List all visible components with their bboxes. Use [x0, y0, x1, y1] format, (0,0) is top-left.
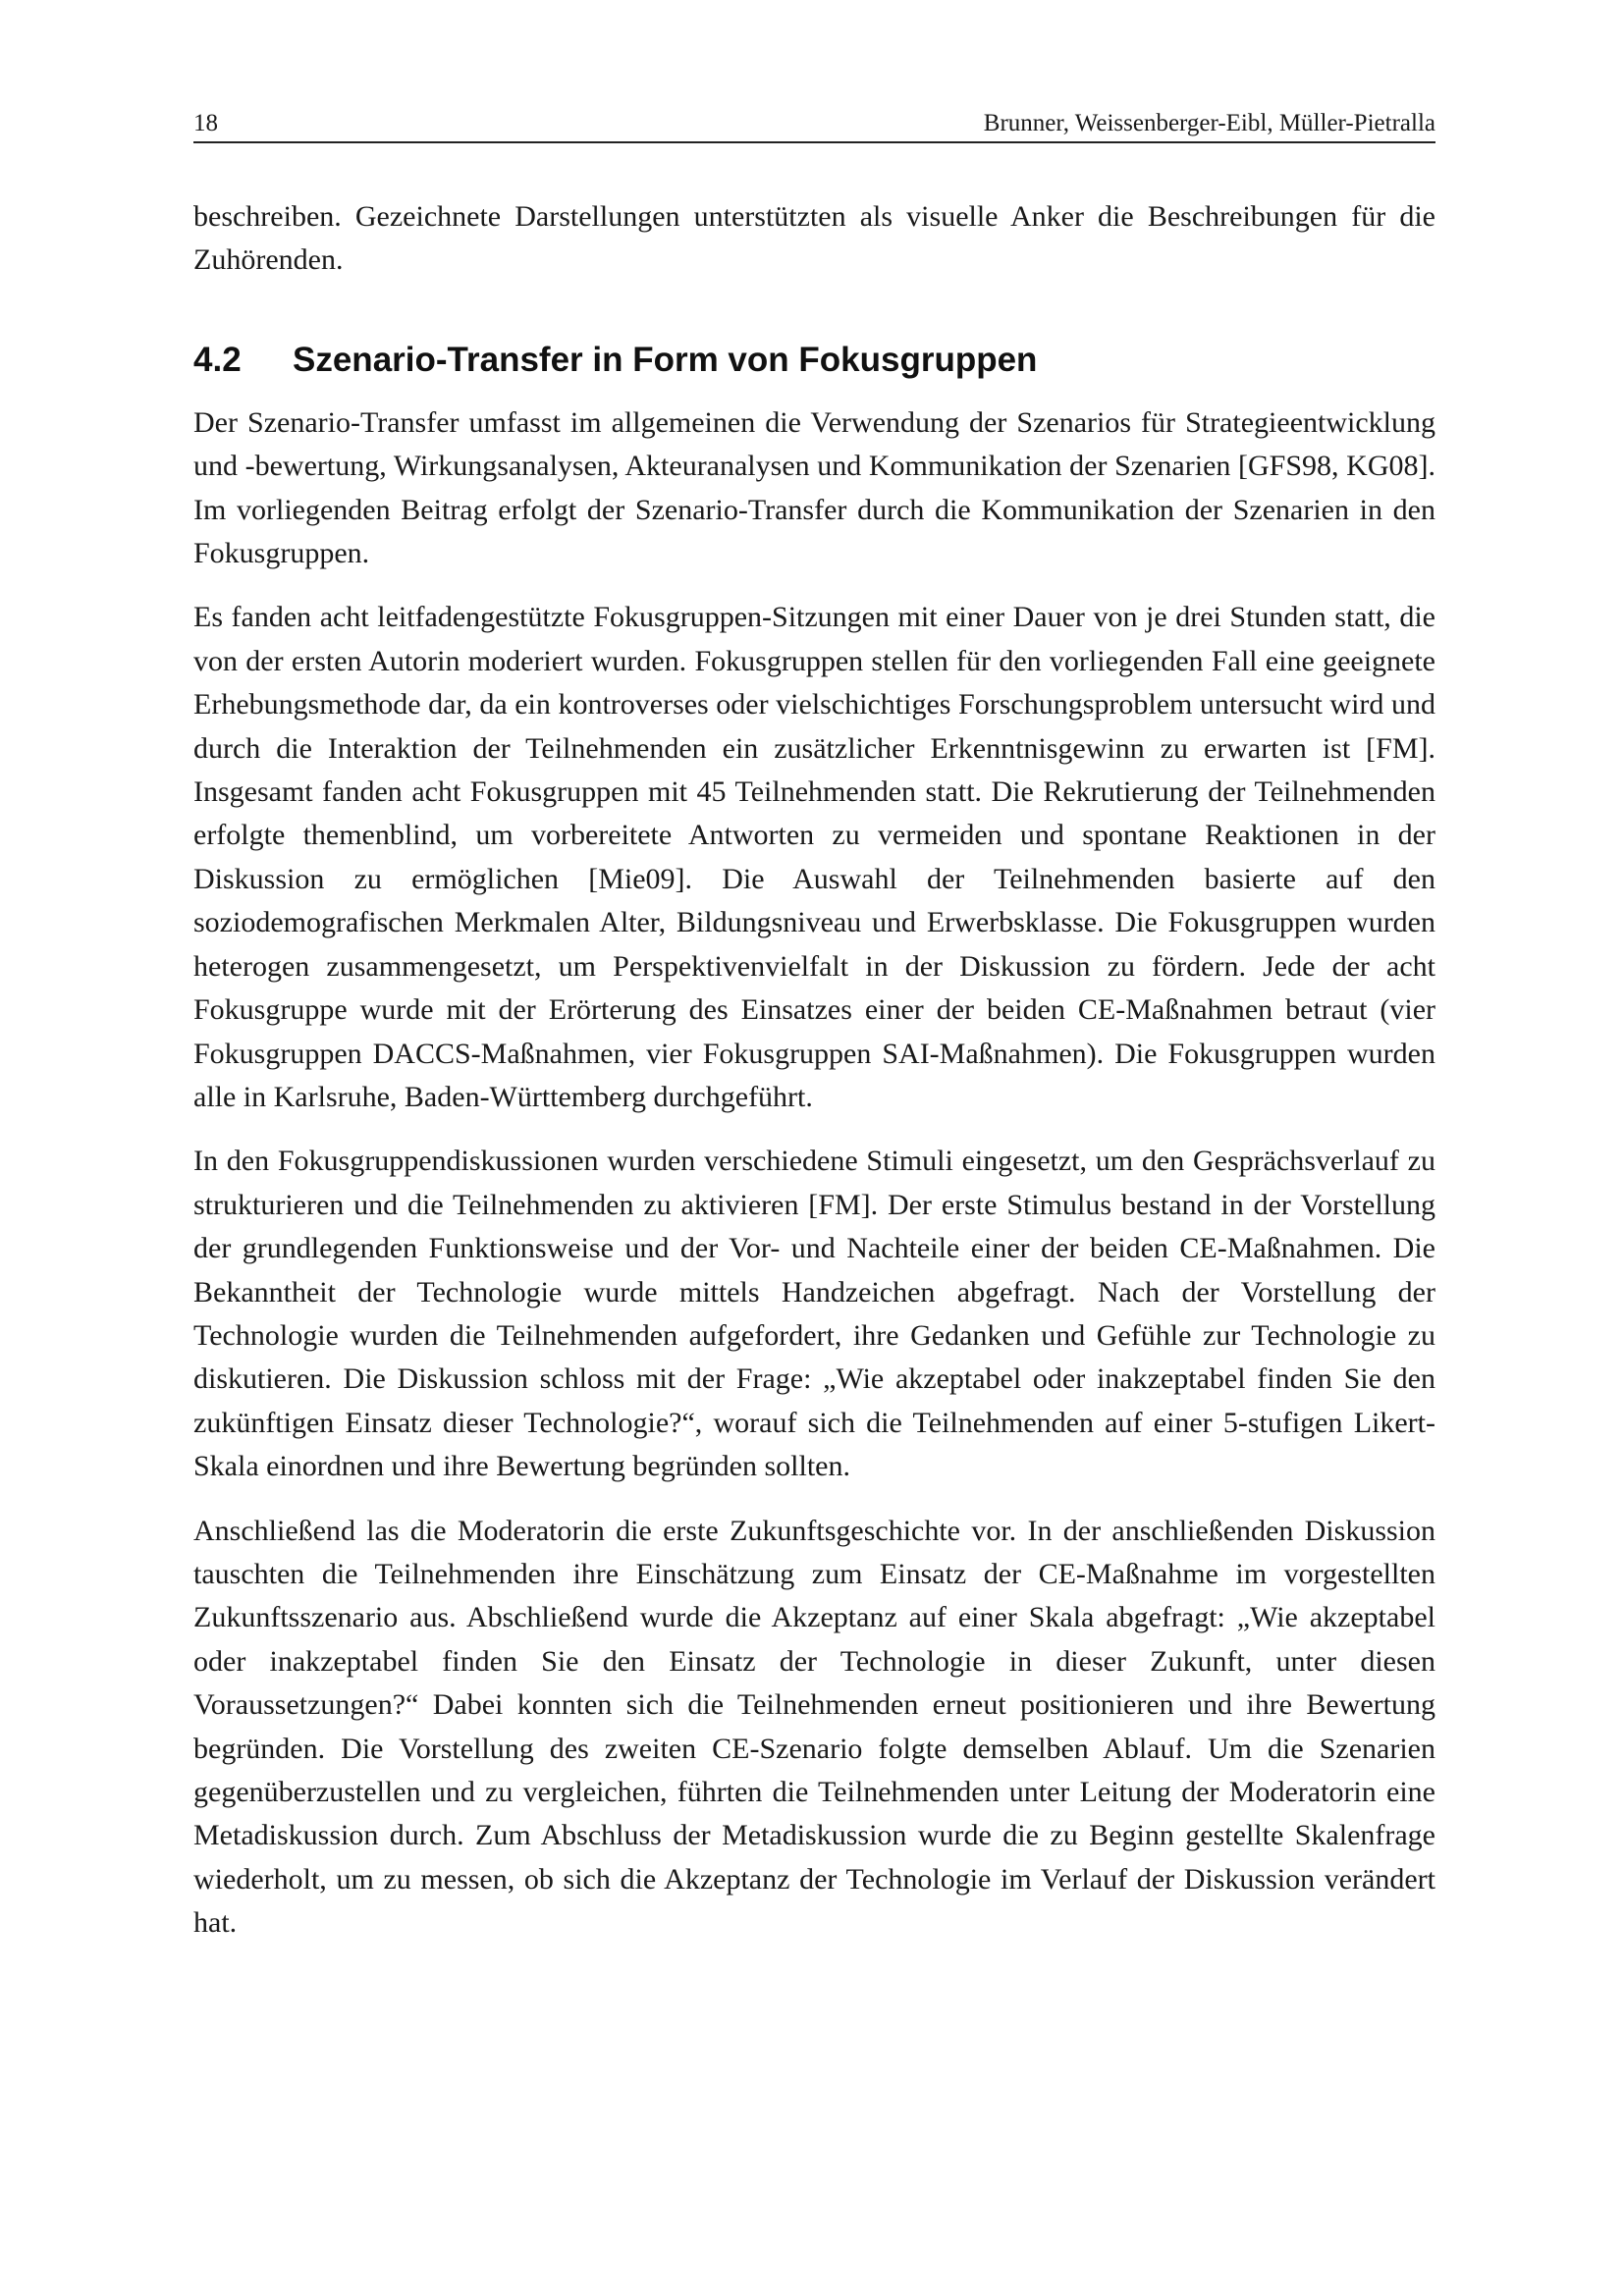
section-number: 4.2: [193, 340, 242, 379]
running-header-authors: Brunner, Weissenberger-Eibl, Müller-Pietralla: [983, 110, 1435, 136]
running-header: [193, 108, 1435, 143]
paragraph-focus-groups: Es fanden acht leitfadengestützte Fokusgruppen-Sitzungen mit einer Dauer von je drei Stunden statt, die von der ersten Autorin moderiert wurden. Fokusgruppen stellen für den vorliegenden Fall eine geeignete Erhebungsmethode dar, da ein kontroverses oder vielschichtiges Forschungsproblem untersucht wird und durch die Interaktion der Teilnehmenden ein zusätzlicher Erkenntnisgewinn zu erwarten ist [FM]. Insgesamt fanden acht Fokusgruppen mit 45 Teilnehmenden statt. Die Rekrutierung der Teilnehmenden erfolgte themenblind, um vorbereitete Antworten zu vermeiden und spontane Reaktionen in der Diskussion zu ermöglichen [Mie09]. Die Auswahl der Teilnehmenden basierte auf den soziodemografischen Merkmalen Alter, Bildungsniveau und Erwerbsklasse. Die Fokusgruppen wurden heterogen zusammengesetzt, um Perspektivenvielfalt in der Diskussion zu fördern. Jede der acht Fokusgruppe wurde mit der Erörterung des Einsatzes einer der beiden CE-Maßnahmen betraut (vier Fokusgruppen DACCS-Maßnahmen, vier Fokusgruppen SAI-Maßnahmen). Die Fokusgruppen wurden alle in Karlsruhe, Baden-Württemberg durchgeführt.: [193, 601, 1435, 1113]
page-body: [193, 195, 1435, 1966]
paragraph-stimuli: In den Fokusgruppendiskussionen wurden verschiedene Stimuli eingesetzt, um den Gesprächsverlauf zu strukturieren und die Teilnehmenden zu aktivieren [FM]. Der erste Stimulus bestand in der Vorstellung der grundlegenden Funktionsweise und der Vor- und Nachteile einer der beiden CE-Maßnahmen. Die Bekanntheit der Technologie wurde mittels Handzeichen abgefragt. Nach der Vorstellung der Technologie wurden die Teilnehmenden aufgefordert, ihre Gedanken und Gefühle zur Technologie zu diskutieren. Die Diskussion schloss mit der Frage: „Wie akzeptabel oder inakzeptabel finden Sie den zukünftigen Einsatz dieser Technologie?“, worauf sich die Teilnehmenden auf einer 5-stufigen Likert-Skala einordnen und ihre Bewertung begründen sollten.: [193, 1145, 1435, 1483]
paragraph-continuation: beschreiben. Gezeichnete Darstellungen unterstützten als visuelle Anker die Beschreibungen für die Zuhörenden.: [193, 200, 1435, 277]
page-number: 18: [193, 110, 218, 136]
section-heading: [193, 339, 1435, 382]
paragraph-procedure: Anschließend las die Moderatorin die erste Zukunftsgeschichte vor. In der anschließenden Diskussion tauschten die Teilnehmenden ihre Einschätzung zum Einsatz der CE-Maßnahme im vorgestellten Zukunftsszenario aus. Abschließend wurde die Akzeptanz auf einer Skala abgefragt: „Wie akzeptabel oder inakzeptabel finden Sie den Einsatz der Technologie in dieser Zukunft, unter diesen Voraussetzungen?“ Dabei konnten sich die Teilnehmenden erneut positionieren und ihre Bewertung begründen. Die Vorstellung des zweiten CE-Szenario folgte demselben Ablauf. Um die Szenarien gegenüberzustellen und zu vergleichen, führten die Teilnehmenden unter Leitung der Moderatorin eine Metadiskussion durch. Zum Abschluss der Metadiskussion wurde die zu Beginn gestellte Skalenfrage wiederholt, um zu messen, ob sich die Akzeptanz der Technologie im Verlauf der Diskussion verändert hat.: [193, 1514, 1435, 1940]
section-title: Szenario-Transfer in Form von Fokusgruppen: [293, 340, 1038, 379]
paragraph-scenario-transfer: Der Szenario-Transfer umfasst im allgemeinen die Verwendung der Szenarios für Strategieentwicklung und -bewertung, Wirkungsanalysen, Akteuranalysen und Kommunikation der Szenarien [GFS98, KG08]. Im vorliegenden Beitrag erfolgt der Szenario-Transfer durch die Kommunikation der Szenarien in den Fokusgruppen.: [193, 405, 1435, 570]
